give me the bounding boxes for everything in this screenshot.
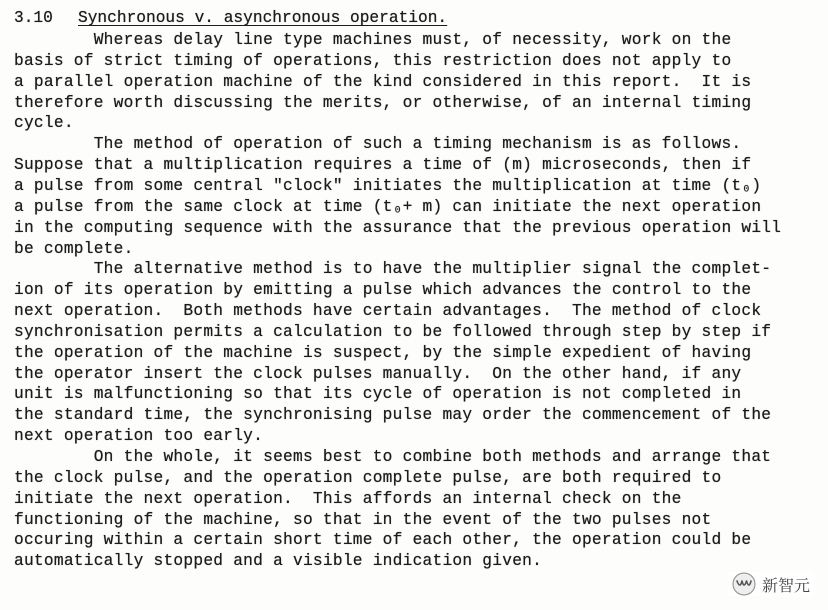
text-line: basis of strict timing of operations, this restriction does not apply to [14,51,732,70]
text-line: automatically stopped and a visible indication given. [14,552,543,571]
text-line: in the computing sequence with the assurance that the previous operation will [14,218,782,237]
text-line: occuring within a certain short time of each other, the operation could be [14,531,752,550]
text-line: The method of operation of such a timing mechanism is as follows. [14,135,742,154]
text-line: initiate the next operation. This affords an internal check on the [14,489,682,508]
watermark [728,572,814,596]
text-line: the clock pulse, and the operation complete pulse, are both required to [14,468,722,487]
text-line: On the whole, it seems best to combine both methods and arrange that [14,448,772,466]
wechat-channel-icon [732,572,756,596]
text-line: next operation too early. [14,427,264,446]
text-line: functioning of the machine, so that in the event of the two pulses not [14,510,712,529]
watermark-text: 新智元 [761,575,810,595]
text-line: a pulse from some central "clock" initiates the multiplication at time (t₀) [14,176,762,195]
text-line: Suppose that a multiplication requires a time of (m) microseconds, then if [14,156,752,175]
text-line: the operator insert the clock pulses manually. On the other hand, if any [14,364,742,383]
section-number: 3.10 [14,9,53,27]
text-line: the standard time, the synchronising pulse may order the commencement of the [14,406,772,425]
section-title: Synchronous v. asynchronous operation. [78,9,448,27]
text-line: therefore worth discussing the merits, or otherwise, of an internal timing [14,93,752,112]
text-line: synchronisation permits a calculation to be followed through step by step if [14,322,772,341]
text-line: cycle. [14,114,74,133]
text-line: ion of its operation by emitting a pulse which advances the control to the [14,281,752,300]
text-line: The alternative method is to have the multiplier signal the complet- [14,260,772,279]
text-line: be complete. [14,239,134,258]
text-line: unit is malfunctioning so that its cycle of operation is not completed in [14,385,742,404]
text-line: a parallel operation machine of the kind considered in this report. It is [14,72,752,91]
text-line: next operation. Both methods have certain advantages. The method of clock [14,302,762,321]
text-line: Whereas delay line type machines must, of necessity, work on the [14,31,732,49]
text-line: a pulse from the same clock at time (t₀+ m) can initiate the next operation [14,197,762,216]
text-line: the operation of the machine is suspect, by the simple expedient of having [14,343,752,362]
